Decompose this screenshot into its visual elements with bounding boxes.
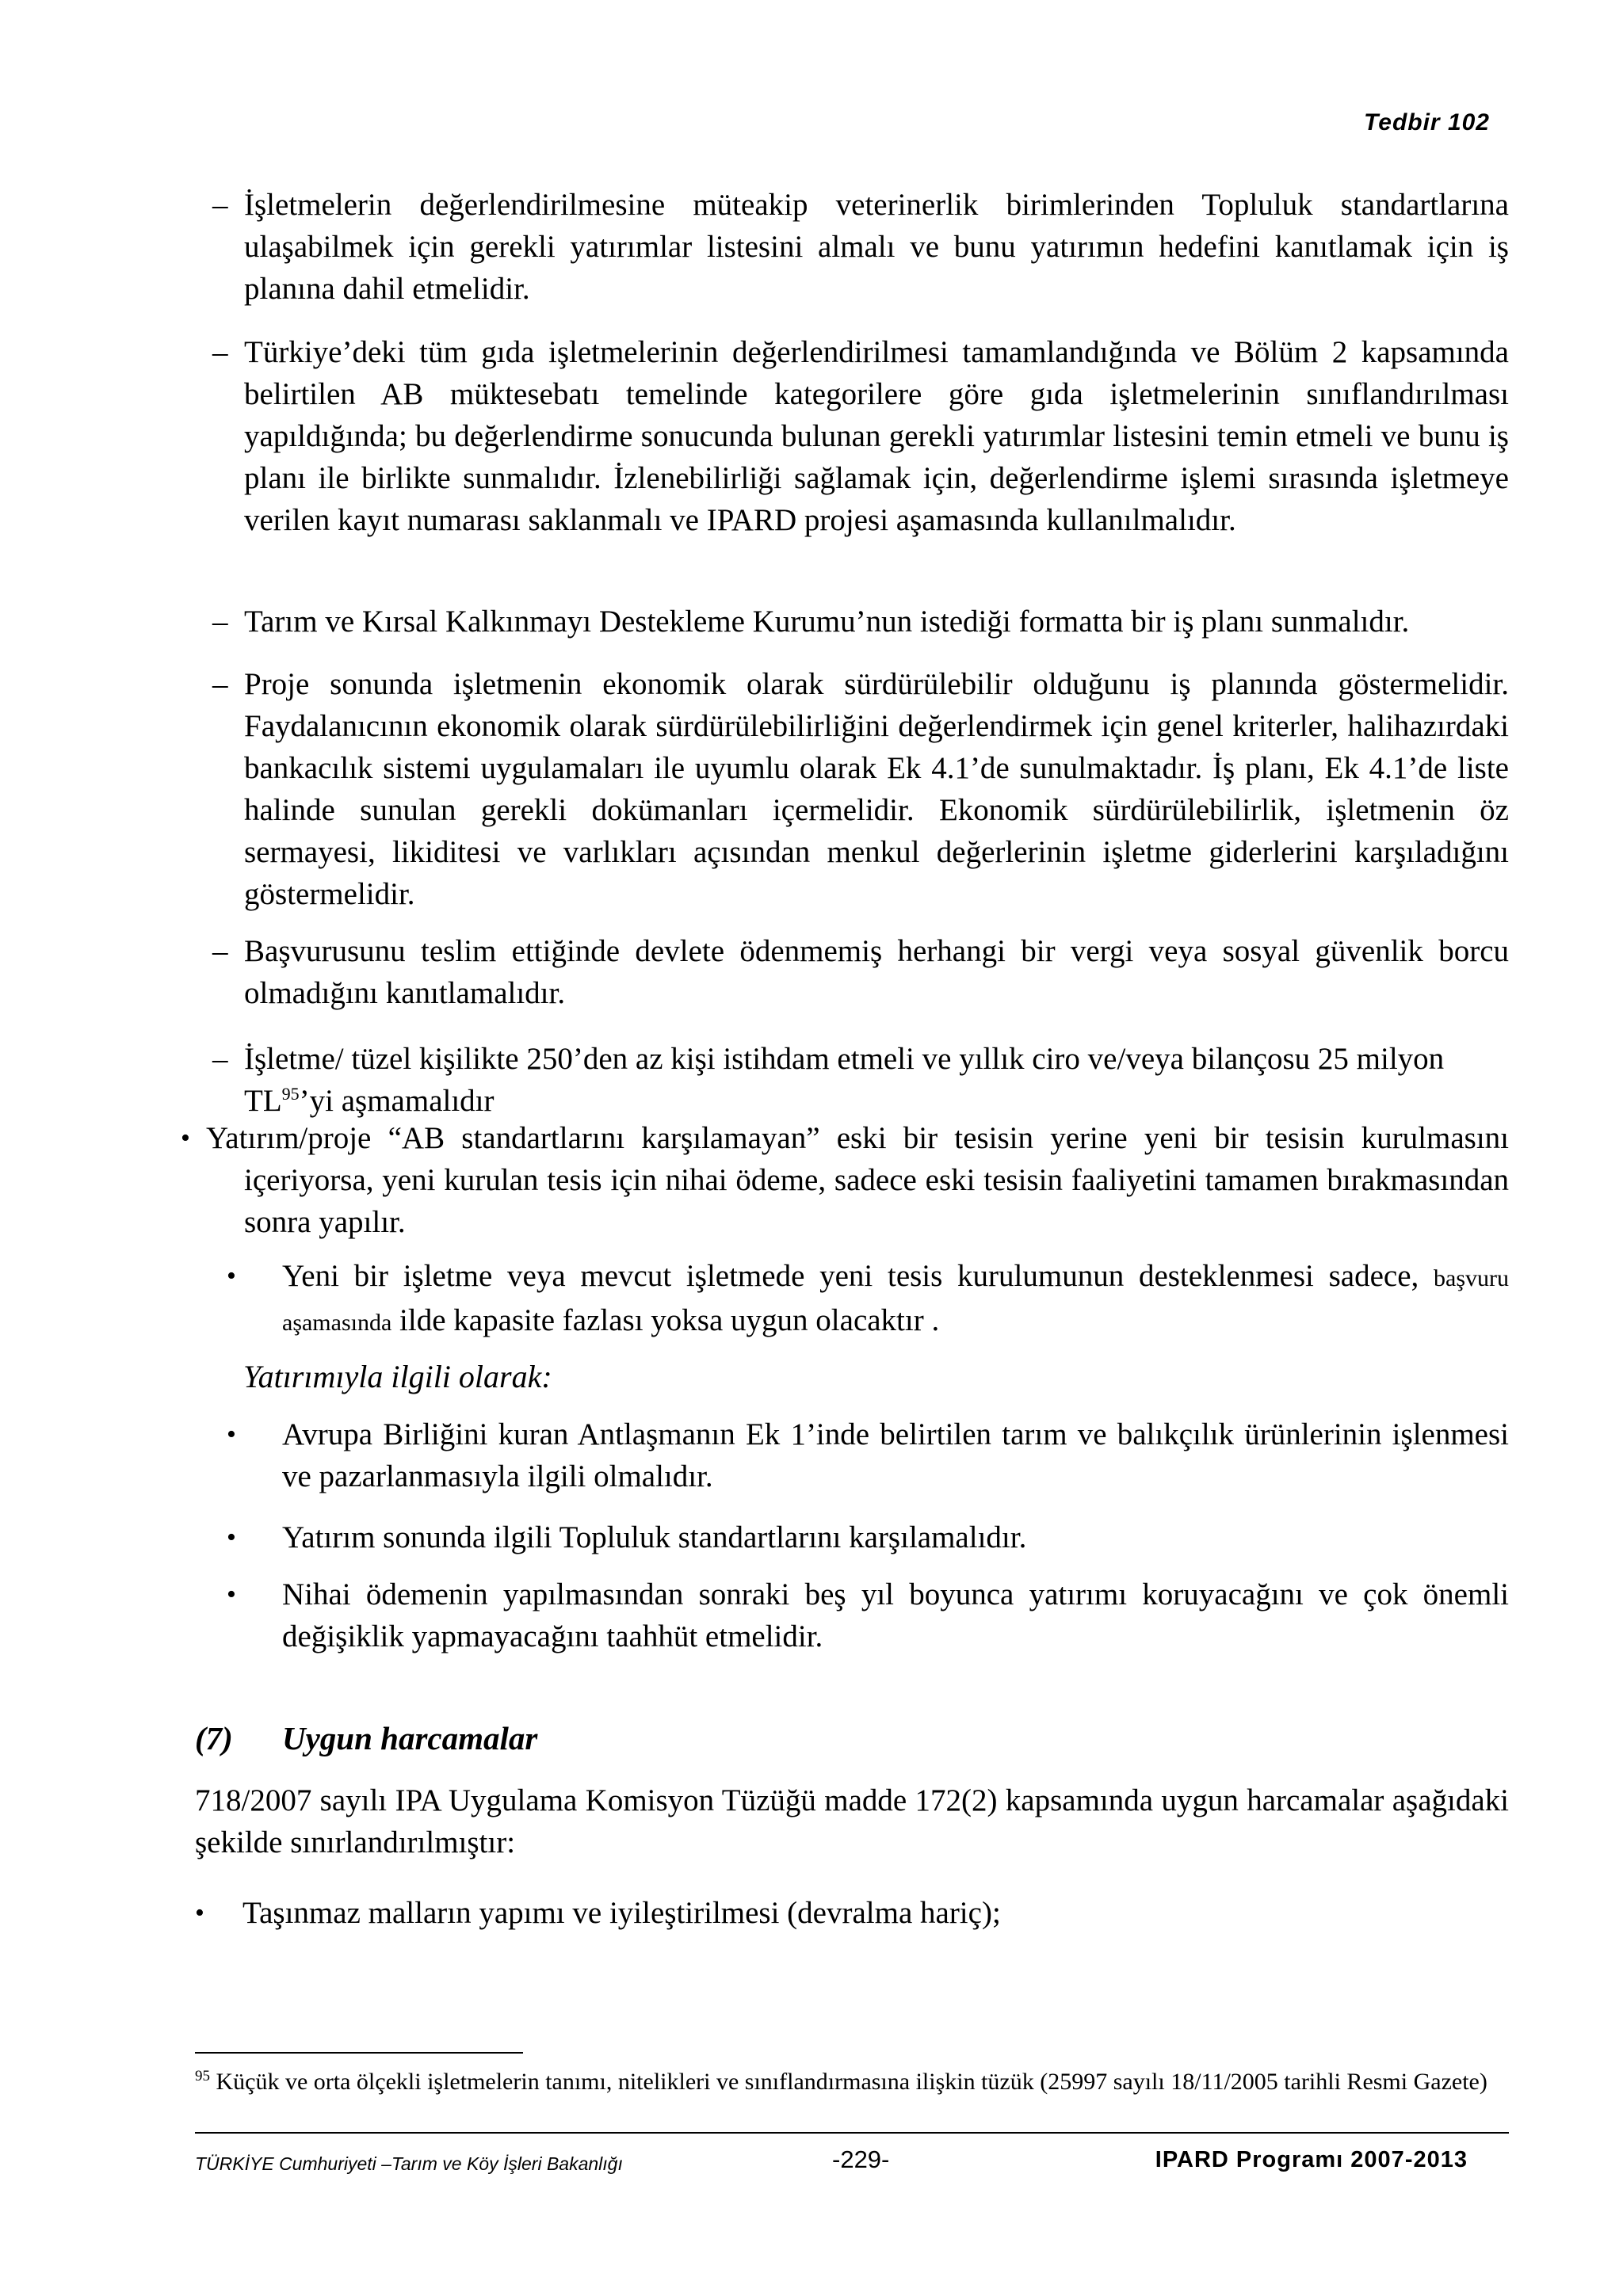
- bullet-marker: •: [181, 1123, 190, 1153]
- page-number: -229-: [832, 2145, 890, 2173]
- footnote-reference: 95: [281, 1084, 300, 1104]
- dash-marker: –: [212, 934, 228, 968]
- dash-marker: –: [212, 188, 228, 222]
- footer-separator: [195, 2132, 1509, 2134]
- list-item-text: İşletme/ tüzel kişilikte 250’den az kişi istihdam etmeli ve yıllık ciro ve/veya bilançosu 25 milyon TL$^{95}$’yi aşmamalıdır: [244, 1042, 1445, 1118]
- bullet-marker: •: [227, 1523, 236, 1552]
- bullet-marker: •: [227, 1420, 236, 1449]
- section-heading: [195, 1719, 537, 1757]
- footnote-text: Küçük ve orta ölçekli işletmelerin tanımı, nitelikleri ve sınıflandırmasına ilişkin tüzük (25997 sayılı 18/11/2005 tarihli Resmi Gazete): [216, 2069, 1487, 2095]
- list-item-text: Yeni bir işletme veya mevcut işletmede yeni tesis kurulumunun desteklenmesi sadece, başvuru aşamasında ilde kapasite fazlası yoksa uygun olacaktır .: [282, 1259, 1509, 1337]
- list-item: [212, 1038, 1509, 1122]
- list-item-text: Proje sonunda işletmenin ekonomik olarak sürdürülebilir olduğunu iş planında göstermelidir. Faydalanıcının ekonomik olarak sürdürülebilirliğini değerlendirmek için genel kriterler, halihazırdaki bankacılık sistemi uygulamaları ile uyumlu olarak Ek 4.1’de sunulmaktadır. İş planı, Ek 4.1’de liste halinde sunulan gerekli dokümanları içermelidir. Ekonomik sürdürülebilirlik, işletmenin öz sermayesi, likiditesi ve varlıkları açısından menkul değerlerinin işletme giderlerini karşıladığını göstermelidir.: [244, 667, 1509, 911]
- dash-marker: –: [212, 667, 228, 701]
- list-item: [181, 1117, 1509, 1243]
- list-item: [212, 601, 1509, 643]
- dash-marker: –: [212, 1042, 228, 1076]
- bullet-marker: •: [195, 1898, 204, 1928]
- list-item: [227, 1516, 1509, 1558]
- list-item-text: Yatırım/proje “AB standartlarını karşılamayan” eski bir tesisin yerine yeni bir tesisin kurulmasını içeriyorsa, yeni kurulan tesis için nihai ödeme, sadece eski tesisin faaliyetini tamamen bırakmasından sonra yapılır.: [206, 1121, 1509, 1239]
- list-item-text: Taşınmaz malların yapımı ve iyileştirilmesi (devralma hariç);: [242, 1896, 1001, 1930]
- footnote-number: 95: [195, 2068, 210, 2084]
- bullet-marker: •: [227, 1580, 236, 1609]
- list-item-text: Türkiye’deki tüm gıda işletmelerinin değerlendirilmesi tamamlandığında ve Bölüm 2 kapsamında belirtilen AB müktesebatı temelinde kategorilere göre gıda işletmelerinin sınıflandırılması yapıldığında; bu değerlendirme sonucunda bulunan gerekli yatırımlar listesini temin etmeli ve bunu iş planı ile birlikte sunmalıdır. İzlenebilirliği sağlamak için, değerlendirme işlemi sırasında işletmeye verilen kayıt numarası saklanmalı ve IPARD projesi aşamasında kullanılmalıdır.: [244, 335, 1509, 537]
- list-item: [227, 1413, 1509, 1497]
- footer-ministry: TÜRKİYE Cumhuriyeti –Tarım ve Köy İşleri Bakanlığı: [195, 2153, 623, 2174]
- list-item: [227, 1255, 1509, 1344]
- dash-marker: –: [212, 605, 228, 639]
- dash-marker: –: [212, 335, 228, 369]
- list-item-text: Başvurusunu teslim ettiğinde devlete ödenmemiş herhangi bir vergi veya sosyal güvenlik borcu olmadığını kanıtlamalıdır.: [244, 934, 1509, 1010]
- footnote-separator: [195, 2052, 523, 2054]
- running-header: Tedbir 102: [1364, 109, 1490, 135]
- subheading: Yatırımıyla ilgili olarak:: [243, 1359, 552, 1394]
- list-item: [227, 1573, 1509, 1657]
- list-item: [212, 184, 1509, 310]
- list-item: [212, 930, 1509, 1014]
- list-item: [212, 331, 1509, 541]
- section-title: Uygun harcamalar: [282, 1720, 538, 1756]
- list-item-text: Avrupa Birliğini kuran Antlaşmanın Ek 1’inde belirtilen tarım ve balıkçılık ürünlerinin işlenmesi ve pazarlanmasıyla ilgili olmalıdır.: [282, 1417, 1509, 1493]
- list-item: [195, 1892, 1509, 1934]
- section-number: (7): [195, 1720, 233, 1756]
- list-item-text: Yatırım sonunda ilgili Topluluk standartlarını karşılamalıdır.: [282, 1520, 1027, 1554]
- footer-program: IPARD Programı 2007-2013: [1155, 2147, 1468, 2172]
- list-item-text: İşletmelerin değerlendirilmesine müteakip veterinerlik birimlerinden Topluluk standartlarına ulaşabilmek için gerekli yatırımlar listesini almalı ve bunu yatırımın hedefini kanıtlamak için iş planına dahil etmelidir.: [244, 188, 1509, 306]
- list-item: [212, 663, 1509, 915]
- bullet-marker: •: [227, 1261, 236, 1291]
- footnote: [195, 2062, 1509, 2096]
- list-item-text: Tarım ve Kırsal Kalkınmayı Destekleme Kurumu’nun istediği formatta bir iş planı sunmalıdır.: [244, 605, 1410, 639]
- section-paragraph: 718/2007 sayılı IPA Uygulama Komisyon Tüzüğü madde 172(2) kapsamında uygun harcamalar aşağıdaki şekilde sınırlandırılmıştır:: [195, 1783, 1509, 1859]
- list-item-text: Nihai ödemenin yapılmasından sonraki beş yıl boyunca yatırımı koruyacağını ve çok önemli değişiklik yapmayacağını taahhüt etmelidir.: [282, 1577, 1509, 1653]
